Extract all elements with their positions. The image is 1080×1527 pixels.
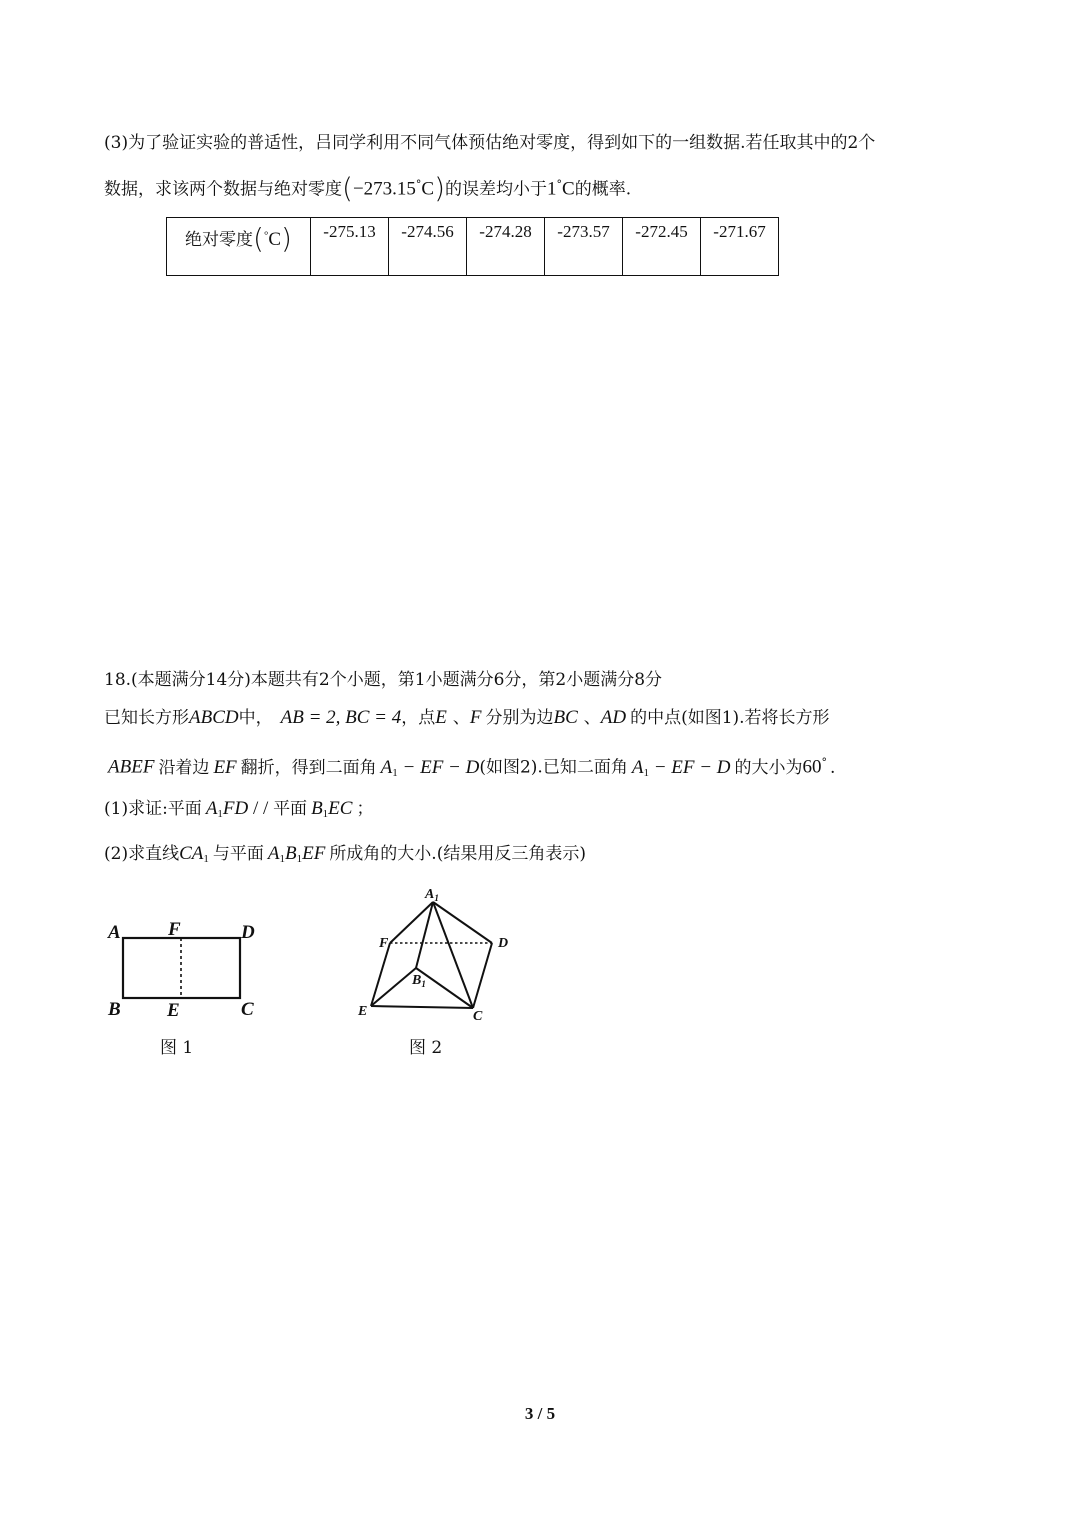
text: ，点: [401, 708, 436, 728]
math: $A_1B_1EF$: [267, 843, 326, 865]
q18-line1: [104, 706, 830, 730]
math: F: [469, 707, 482, 728]
paren-open: (: [253, 222, 264, 255]
label-b1: $B_1$: [412, 973, 426, 989]
paren-close: ): [434, 171, 446, 205]
label-b: B: [108, 999, 121, 1020]
math: BC: [553, 707, 578, 728]
unit: C: [562, 178, 575, 200]
text: (2)求直线: [104, 844, 180, 864]
figure-1-diagram: [100, 915, 270, 1025]
math: $CA_1$: [179, 843, 209, 865]
edge-e-c: [371, 1006, 473, 1008]
table-cell: -273.57: [545, 218, 623, 276]
q3-line1: (3)为了验证实验的普适性，吕同学利用不同气体预估绝对零度，得到如下的一组数据.若任取其中的2个: [104, 133, 876, 153]
degree: °: [556, 178, 563, 191]
label-d: D: [241, 922, 255, 943]
q3-line2: [104, 171, 632, 205]
paren-close: ): [281, 222, 292, 255]
math: $A_1FD$: [205, 798, 249, 820]
text: (1)求证:平面: [104, 799, 202, 819]
math: ABCD: [189, 707, 239, 728]
degree: °: [821, 756, 828, 769]
label-a: A: [108, 922, 121, 943]
text: 所成角的大小.(结果用反三角表示): [329, 844, 586, 864]
degree: °: [263, 229, 269, 242]
table-cell: -271.67: [701, 218, 779, 276]
edge-d-c: [473, 943, 492, 1008]
table-header-cell: [167, 218, 311, 276]
edge-a1-d: [433, 902, 492, 943]
label-c: C: [241, 999, 254, 1020]
math: E: [435, 707, 447, 728]
table-row: [167, 218, 779, 276]
parallel-sign: / /: [248, 798, 274, 819]
abs-zero-table: [166, 217, 779, 276]
page-number: 3 / 5: [524, 1404, 556, 1423]
edge-a1-f: [390, 902, 433, 943]
text: 与平面: [212, 844, 264, 864]
paren-open: (: [342, 171, 353, 205]
math: AB = 2, BC = 4: [280, 707, 402, 728]
math: ABEF: [108, 756, 155, 778]
label-c: C: [473, 1009, 483, 1024]
label-f: F: [168, 919, 181, 940]
text: 分别为边: [485, 708, 554, 728]
text: 、: [583, 708, 601, 728]
q18-title: 18.(本题满分14分)本题共有2个小题，第1小题满分6分，第2小题满分8分: [104, 670, 663, 690]
one: 1: [547, 178, 557, 200]
figure-2-diagram: [350, 880, 530, 1030]
header-label: 绝对零度: [185, 230, 254, 249]
text: 已知长方形: [104, 708, 189, 728]
figure-2-caption: 图 2: [409, 1038, 443, 1058]
math: EF: [213, 756, 237, 778]
math: $A_1$ − EF − D: [380, 756, 480, 779]
text: 的中点(如图1).若将长方形: [630, 708, 830, 728]
q18-line2: [108, 751, 835, 785]
text: 的大小为: [734, 757, 803, 778]
math: $B_1EC$: [311, 798, 353, 820]
text: .: [830, 757, 836, 778]
figure-1-caption: 图 1: [160, 1038, 194, 1058]
edge-a1-c: [433, 902, 473, 1008]
label-f: F: [379, 936, 389, 951]
table-cell: -274.28: [467, 218, 545, 276]
header-unit: C: [268, 229, 282, 250]
degree: °: [415, 178, 422, 191]
q18-part2: [104, 842, 586, 871]
unit: C: [421, 178, 435, 200]
label-a1: $A_1$: [425, 887, 439, 903]
text: 的概率.: [574, 179, 632, 200]
q18-part1: [104, 797, 373, 826]
label-e: E: [167, 1000, 180, 1021]
text: 沿着边: [158, 757, 210, 778]
abs-zero-value: −273.15: [352, 178, 416, 200]
text: 翻折，得到二面角: [240, 757, 377, 778]
text: ；: [356, 799, 374, 819]
table-cell: -272.45: [623, 218, 701, 276]
text: 数据，求该两个数据与绝对零度: [104, 179, 342, 200]
table-cell: -275.13: [311, 218, 389, 276]
math: $A_1$ − EF − D: [631, 756, 731, 779]
edge-f-e: [371, 943, 390, 1006]
text: (如图2).已知二面角: [479, 757, 628, 778]
text: 、: [452, 708, 470, 728]
label-e: E: [358, 1004, 368, 1019]
math: 60: [802, 756, 822, 778]
text: 中，: [238, 708, 273, 728]
text: 的误差均小于: [445, 179, 548, 200]
label-d: D: [498, 936, 509, 951]
text: 平面: [273, 799, 308, 819]
table-cell: -274.56: [389, 218, 467, 276]
math: AD: [600, 707, 627, 728]
edge-a1-b1: [416, 902, 433, 968]
